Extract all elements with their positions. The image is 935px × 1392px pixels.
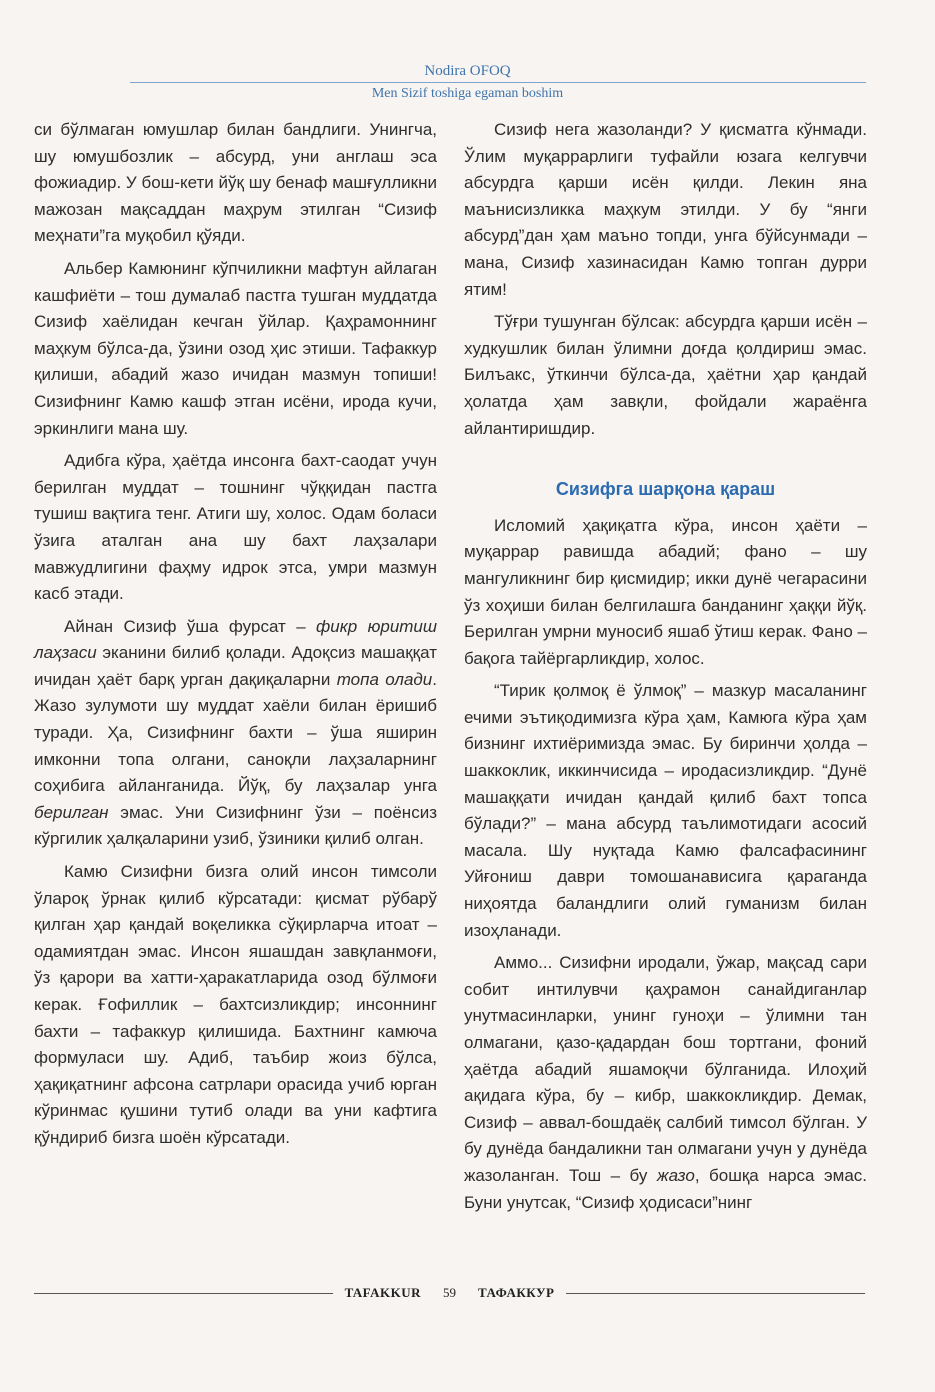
header-rule [130, 82, 866, 83]
footer-journal-latin: TAFAKKUR [344, 1285, 422, 1300]
paragraph: Камю Сизифни бизга олий инсон тимсоли ўлароқ ўрнак қилиб кўрсатади: қисмат рўбарў қилган ҳар қандай воқеликка сўқирларча итоат – одамиятдан эмас. Инсон яшашдан завқланмоғи, ўз қарори ва хатти-ҳаракатларида озод бўлмоғи керак. Ғофиллик – бахтсизликдир; инсоннинг бахти – тафаккур қилишида. Бахтнинг камюча формуласи шу. Адиб, таъбир жоиз бўлса, ҳақиқатнинг афсона сатрлари орасида учиб юрган кўринмас қушини тутиб олади ва уни кафтига қўндириб бизга шоён кўрсатади. [34, 862, 437, 1147]
text-run: эмас. Уни Сизифнинг ўзи – поёнсиз кўргилик ҳалқаларини узиб, ўзиники қилиб олган. [34, 802, 437, 849]
italic-run: жазо [656, 1165, 695, 1185]
footer-rule-right [566, 1293, 865, 1294]
paragraph: си бўлмаган юмушлар билан бандлиги. Унингча, шу юмушбозлик – абсурд, уни англаш эса фожиадир. У бош-кети йўқ шу бенаф машғулликни мажозан мақсаддан маҳрум этилган “Сизиф меҳнати”га муқобил қўяди. [34, 120, 437, 246]
right-column [464, 117, 867, 1216]
text-run: , бошқа нарса эмас. Буни унутсак, “Сизиф ҳодисаси”нинг [464, 1165, 868, 1212]
paragraph [34, 614, 437, 853]
paragraph: “Тирик қолмоқ ё ўлмоқ” – мазкур масаланинг ечими эътиқодимизга кўра ҳам, Камюга кўра ҳам бизнинг ихтиёримизда эмас. Бу биринчи ҳолда – шаккоклик, иккинчисида – иродасизликдир. “Дунё машаққати ичидан қандай қилиб бахт топса бўлади?” – мана абсурд таълимотидаги асосий масала. Шу нуқтада Камю фалсафасининг Уйғониш даври томошанависига қараганда ниҳоятда баландлиги олий гуманизм билан изоҳланади. [464, 681, 867, 940]
header-subtitle: Men Sizif toshiga egaman boshim [371, 86, 564, 101]
text-run: Айнан Сизиф ўша фурсат – [64, 616, 317, 636]
text-run: эканини билиб қолади. Адоқсиз машаққат ичидан ҳаёт барқ урган дақиқаларни [34, 643, 437, 689]
paragraph: Сизиф нега жазоланди? У қисматга кўнмади. Ўлим муқаррарлиги туфайли юзага келгувчи абсурдга қарши исён қилди. Лекин яна маънисизликка маҳкум этилди. У бу “янги абсурд”дан ҳам маъно топди, унга бўйсунмади – мана, Сизиф хазинасидан Камю топган дурри ятим! [464, 120, 867, 299]
page-number: 59 [443, 1285, 457, 1300]
paragraph: Адибга кўра, ҳаётда инсонга бахт-саодат учун берилган муддат – тошнинг чўққидан пастга тушиш вақтига тенг. Атиги шу, холос. Одам боласи ўзига аталган ана шу бахт лаҳзалари мавжудлигини фаҳму идрок этса, умри мазмун касб этади. [34, 451, 437, 604]
italic-run: берилган [34, 802, 109, 822]
text-run: . Жазо зулумоти шу муддат хаёли билан ёришиб туради. Ҳа, Сизифнинг бахти – ўша яширин имконни топа олгани, саноқли лаҳзаларнинг соҳибига айланганида. Йўқ, бу лаҳзалар унга [34, 669, 437, 796]
footer-journal-cyrillic: ТАФАККУР [478, 1285, 555, 1300]
italic-run: фикр юритиш лаҳзаси [34, 616, 437, 663]
section-heading: Сизифга шарқона қараш [555, 479, 776, 500]
paragraph: Тўғри тушунган бўлсак: абсурдга қарши исён – худкушлик билан ўлимни доғда қолдириш эмас. Билъакс, ўткинчи бўлса-да, ҳаётни ҳар қандай ҳолатда ҳам завқли, фойдали жараёнга айлантиришдир. [464, 312, 867, 438]
header-author: Nodira OFOQ [424, 63, 511, 79]
italic-run: топа олади [336, 669, 433, 689]
left-column [34, 117, 437, 1152]
footer-rule-left [34, 1293, 333, 1294]
paragraph [464, 950, 867, 1216]
text-run: Аммо... Сизифни иродали, ўжар, мақсад сари собит интилувчи қаҳрамон санайдиганлар унутмасинларки, унинг гуноҳи – ўлимни тан олмагани, қазо-қадардан бош тортгани, фоний ҳаётда абадий яшамоқчи бўлганида. Илоҳий ақидага кўра, бу – кибр, шаккокликдир. Демак, Сизиф – аввал-бошдаёқ салбий тимсол бўлган. У бу дунёда бандаликни тан олмагани учун у дунёда жазоланган. Тош – бу [464, 953, 867, 1185]
paragraph: Исломий ҳақиқатга кўра, инсон ҳаёти – муқаррар равишда абадий; фано – шу мангуликнинг бир қисмидир; икки дунё чегарасини ўз хоҳиши билан белгилашга банданинг ҳаққи йўқ. Берилган умрни муносиб яшаб ўтиш керак. Фано – бақога тайёргарликдир, холос. [464, 515, 867, 668]
page-footer [34, 1283, 865, 1303]
paragraph: Альбер Камюнинг кўпчиликни мафтун айлаган кашфиёти – тош думалаб пастга тушган муддатда Сизиф хаёлидан кечган ўйлар. Қаҳрамоннинг маҳкум бўлса-да, ўзини озод ҳис этиши. Тафаккур қилиши, абадий жазо ичидан мазмун топиши! Сизифнинг Камю кашф этган исёни, ирода кучи, эркинлиги мана шу. [34, 258, 437, 438]
